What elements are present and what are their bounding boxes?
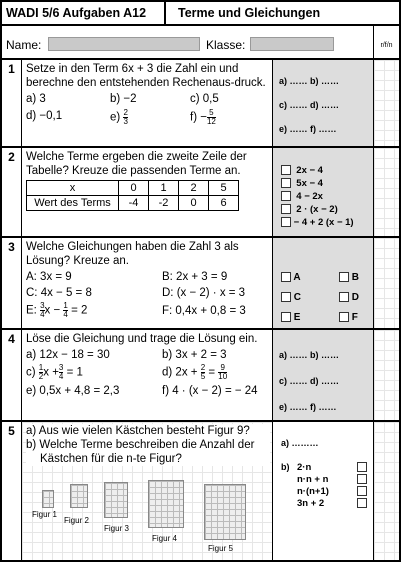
task-text-b: b) Welche Terme beschreiben die Anzahl der Kästchen für die n-te Figur?: [26, 439, 255, 465]
item-b: b) −2: [110, 93, 137, 105]
name-row: [2, 26, 399, 60]
task-number: 2: [2, 148, 22, 236]
checkbox[interactable]: [357, 462, 367, 472]
rfn-column: [373, 148, 399, 236]
task-2: [2, 148, 399, 238]
checkbox-a[interactable]: [281, 272, 291, 282]
rfn-column: [373, 60, 399, 146]
answer-box: [272, 330, 373, 420]
name-field[interactable]: [48, 37, 200, 51]
worksheet-title: WADI 5/6 Aufgaben A12: [6, 6, 147, 20]
checkbox-e[interactable]: [281, 312, 291, 322]
answer-line[interactable]: a) ………: [281, 438, 319, 448]
figure-5: [204, 484, 246, 540]
task-5: [2, 422, 399, 560]
figure-1: [42, 490, 54, 508]
rfn-column: [373, 422, 399, 560]
checkbox-c[interactable]: [281, 292, 291, 302]
rfn-column: [373, 330, 399, 420]
rfn-column: [373, 238, 399, 328]
item-a: a) 3: [26, 93, 46, 105]
header: [2, 2, 399, 26]
task-4: [2, 330, 399, 422]
checkbox[interactable]: [357, 498, 367, 508]
checkbox[interactable]: [281, 178, 291, 188]
figure-1-label: Figur 1: [32, 510, 57, 519]
checkbox-f[interactable]: [339, 312, 349, 322]
task-number: 1: [2, 60, 22, 146]
class-label: Klasse:: [206, 38, 246, 52]
checkbox[interactable]: [357, 474, 367, 484]
answer-box: a) ……… b) 2·n n·n + n n·(n+1) 3n + 2: [272, 422, 373, 560]
answer-box: [272, 60, 373, 146]
task-body: Welche Gleichungen haben die Zahl 3 als Lösung? Kreuze an. A: 3x = 9 B: 2x + 3 = 9 C: 4x − 5 = 8 D: (x − 2) · x = 3 E: $\frac{3}{4}$ x − $\frac{1}{4}$ = 2 F: 0,4x + 0,8 = 3: [26, 240, 270, 320]
answer-line[interactable]: c) …… d) ……: [279, 376, 339, 386]
value-table: x 0 1 2 5 Wert des Terms -4 -2 0 6: [26, 180, 239, 211]
answer-line[interactable]: a) …… b) ……: [279, 76, 339, 86]
answer-line[interactable]: e) …… f) ……: [279, 402, 337, 412]
item-f: f) − $\frac{5}{12}$: [190, 108, 216, 126]
answer-line[interactable]: c) …… d) ……: [279, 100, 339, 110]
rfn-header: r/f/n: [373, 26, 399, 58]
item-c: c) 0,5: [190, 93, 219, 105]
task-text: Löse die Gleichung und trage die Lösung ein.: [26, 333, 258, 345]
task-number: 3: [2, 238, 22, 328]
checkbox[interactable]: [357, 486, 367, 496]
figure-3-label: Figur 3: [104, 524, 129, 533]
class-field[interactable]: [250, 37, 334, 51]
task-text: Setze in den Term 6x + 3 die Zahl ein und berechne den entstehenden Rechenaus-druck.: [26, 63, 266, 89]
task-body: [26, 424, 270, 466]
item-e: e) $\frac{2}{3}$: [110, 108, 128, 126]
answer-label-b: b): [281, 462, 290, 472]
figure-3: [104, 482, 128, 518]
task-3: [2, 238, 399, 330]
task-number: 5: [2, 422, 22, 560]
figure-2-label: Figur 2: [64, 516, 89, 525]
answer-box: A C E B D F: [272, 238, 373, 328]
task-text: Welche Terme ergeben die zweite Zeile der Tabelle? Kreuze die passenden Terme an.: [26, 151, 247, 177]
figure-5-label: Figur 5: [208, 544, 233, 553]
checkbox[interactable]: [281, 217, 291, 227]
task-text-a: a) Aus wie vielen Kästchen besteht Figur 9?: [26, 425, 250, 437]
task-body: [26, 62, 266, 126]
checkbox[interactable]: [281, 165, 291, 175]
checkbox-b[interactable]: [339, 272, 349, 282]
task-1: [2, 60, 399, 148]
answer-line[interactable]: a) …… b) ……: [279, 350, 339, 360]
checkbox-d[interactable]: [339, 292, 349, 302]
task-body: Löse die Gleichung und trage die Lösung ein. a) 12x − 18 = 30 b) 3x + 2 = 3 c) $\frac{1}{2}$ x + $\frac{3}{4}$ = 1 d) 2x + $\frac{2}{5}$ = $\frac{9}{10}$ e) 0,5x + 4,8 = 2,3 f) 4 · (x − 2) = − 24: [26, 332, 270, 406]
task-body: [26, 150, 266, 211]
checkbox[interactable]: [281, 204, 291, 214]
task-number: 4: [2, 330, 22, 420]
figure-2: [70, 484, 88, 508]
answer-box: 2x − 4 5x − 4 4 − 2x 2 · (x − 2) − 4 + 2 (x − 1): [272, 148, 373, 236]
task-text: Welche Gleichungen haben die Zahl 3 als Lösung? Kreuze an.: [26, 241, 239, 267]
name-label: Name:: [6, 38, 42, 52]
worksheet-topic: Terme und Gleichungen: [164, 2, 320, 24]
checkbox[interactable]: [281, 191, 291, 201]
figure-4-label: Figur 4: [152, 534, 177, 543]
figure-4: [148, 480, 184, 528]
answer-line[interactable]: e) …… f) ……: [279, 124, 337, 134]
item-d: d) −0,1: [26, 110, 63, 122]
